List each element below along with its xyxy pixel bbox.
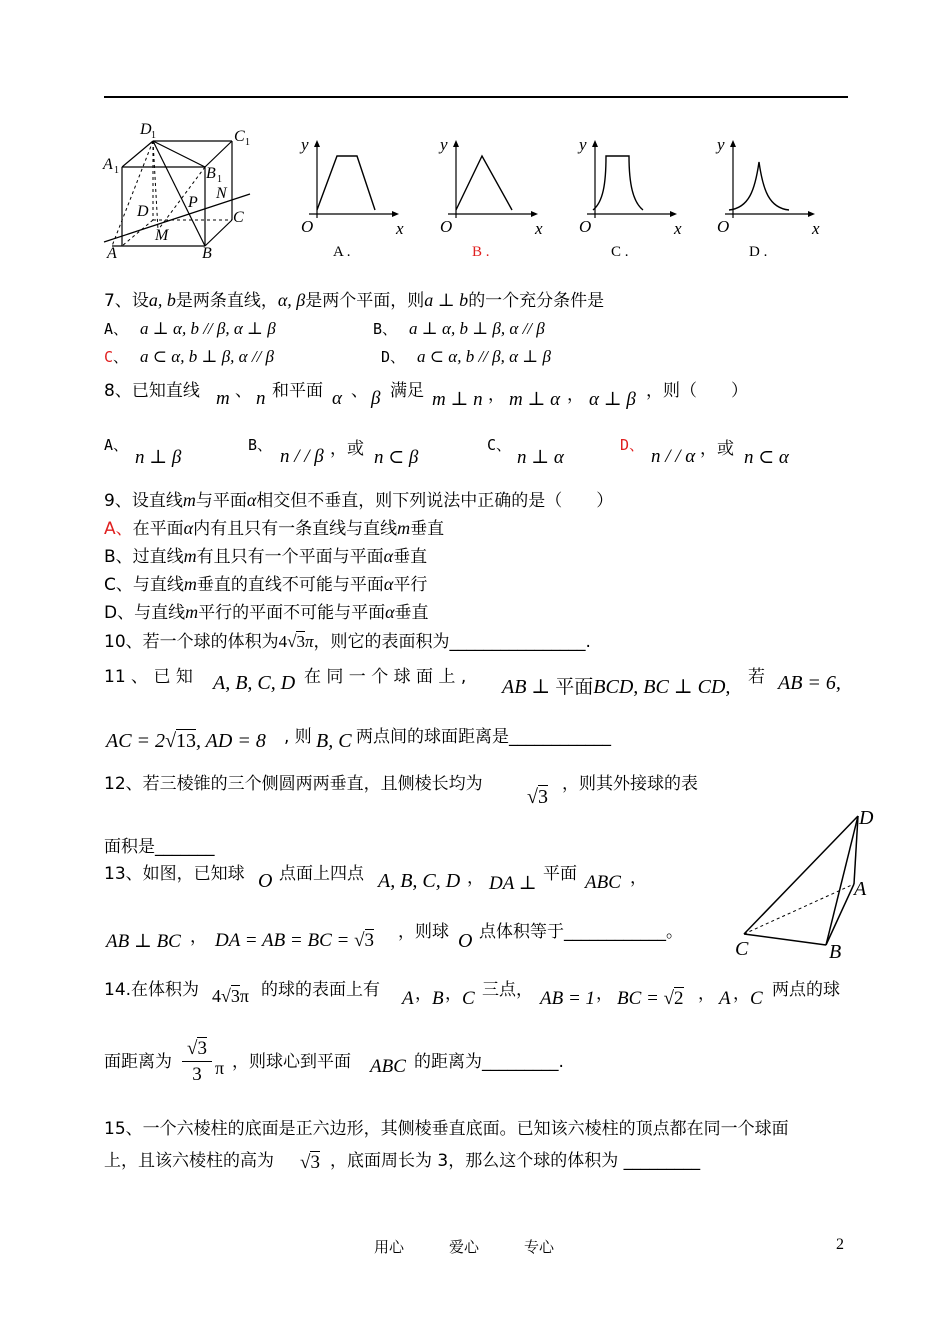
q8-comma2: ，	[567, 385, 584, 405]
graph-option-label: B .	[472, 244, 490, 260]
graph-axis-y-label: y	[579, 135, 587, 154]
tetra-label-d: D	[859, 807, 874, 829]
tetra-label-c: C	[735, 938, 749, 960]
cube-figure	[98, 112, 258, 264]
q11-points: A, B, C, D	[213, 672, 296, 694]
q14-comma5: ，	[733, 984, 750, 1004]
q8-option-d-or: ，或	[700, 439, 734, 459]
q11-line2-math: AC = 2√13, AD = 8	[106, 730, 266, 752]
q14-a2: A	[719, 988, 731, 1009]
graph-origin-label: O	[717, 217, 730, 236]
cube-label-p: P	[188, 194, 198, 211]
q14-text-5: 面距离为	[104, 1052, 172, 1072]
q13-o2: O	[458, 930, 473, 952]
cube-sub: 1	[151, 130, 156, 141]
q8-comma1: ，	[488, 385, 505, 405]
graph-origin-label: O	[440, 217, 453, 236]
q8-option-a-label: A、	[104, 436, 129, 454]
q14-pi: π	[215, 1058, 225, 1078]
q11-text-1: 11 、 已 知	[104, 667, 193, 687]
graph-axis-y-label: y	[301, 135, 309, 154]
q14-b: B	[432, 988, 444, 1009]
q8-option-b-or: ，或	[330, 439, 364, 459]
q8-sep1: 、	[235, 381, 252, 401]
cube-label-b: B	[202, 245, 212, 262]
q13-eq: DA = AB = BC = √3	[215, 930, 375, 951]
graph-option-1	[295, 132, 413, 262]
cube-label-d: D	[137, 203, 149, 220]
q15-line1: 15、一个六棱柱的底面是正六边形，其侧棱垂直底面。已知该六棱柱的顶点都在同一个球面	[104, 1119, 789, 1139]
q14-text-6: ，则球心到平面	[232, 1052, 351, 1072]
q8-cond3: α ⊥ β	[589, 389, 636, 410]
q9-option-b: B、过直线m有且只有一个平面与平面α垂直	[104, 546, 428, 567]
q11-text-then: , 则	[284, 727, 312, 747]
q13-comma2: ，	[630, 868, 647, 888]
q8-option-c: n ⊥ α	[517, 447, 564, 468]
q14-bc: BC = √2	[617, 988, 684, 1009]
q11-cond: AB ⊥ 平面BCD, BC ⊥ CD,	[502, 676, 731, 698]
q13-comma3: ，	[190, 927, 207, 947]
q8-m: m	[216, 388, 230, 409]
tetra-label-b: B	[829, 941, 842, 962]
q7-option-a: A、 a ⊥ α, b // β, α ⊥ β	[104, 319, 276, 338]
q13-ab-bc: AB ⊥ BC	[106, 931, 181, 952]
q10: 10、若一个球的体积为4√3π，则它的表面积为________________.	[104, 632, 591, 652]
cube-label-d1: D	[140, 121, 152, 138]
q14-comma3: ，	[596, 984, 613, 1004]
q9-option-d: D、与直线m平行的平面不可能与平面α垂直	[104, 602, 429, 623]
q14-text-3: 三点，	[482, 980, 533, 1000]
q14-text-4: 两点的球	[772, 980, 840, 1000]
cube-label-a1: A	[103, 156, 113, 173]
q8-option-b2: n ⊂ β	[374, 447, 419, 468]
q8-n: n	[256, 388, 266, 409]
q8-beta: β	[371, 388, 381, 409]
q8-option-c-label: C、	[487, 436, 512, 454]
q11-text-2: 在 同 一 个 球 面 上 ,	[304, 667, 467, 687]
q8-alpha: α	[332, 388, 342, 409]
q14-ab1: AB = 1	[540, 988, 596, 1009]
q8-option-a: n ⊥ β	[135, 447, 182, 468]
graph-axis-x-label: x	[535, 219, 543, 238]
graph-origin-label: O	[301, 217, 314, 236]
q8-text-satisfy: 满足	[390, 381, 424, 401]
q8-stem-text: 8、已知直线	[104, 381, 200, 401]
q13-abc: ABC	[585, 872, 621, 893]
q13-o: O	[258, 870, 273, 892]
graph-axis-y-label: y	[440, 135, 448, 154]
q14-text-1: 14.在体积为	[104, 980, 200, 1000]
q13-points: A, B, C, D	[378, 870, 461, 892]
q11-text-if: 若	[748, 667, 765, 687]
cube-label-c1: C	[234, 128, 245, 145]
q13-text-1: 13、如图，已知球	[104, 864, 245, 884]
q7-stem: 7、设a, b是两条直线，α, β是两个平面，则a ⊥ b的一个充分条件是	[104, 290, 605, 311]
q11-bc: B, C	[316, 730, 352, 752]
q13-comma1: ，	[467, 868, 484, 888]
q12-text-2: ，则其外接球的表	[562, 774, 698, 794]
q14-volume: 4√3π	[212, 986, 249, 1006]
graph-origin-label: O	[579, 217, 592, 236]
cube-label-a: A	[107, 245, 117, 262]
svg-text:1: 1	[217, 174, 222, 185]
q14-c2: C	[750, 988, 763, 1009]
q8-option-d: n / / α	[651, 446, 696, 467]
tetra-label-a: A	[854, 878, 867, 900]
graph-axis-x-label: x	[674, 219, 682, 238]
graph-option-4	[711, 132, 829, 262]
q7-option-b: B、 a ⊥ α, b ⊥ β, α // β	[373, 319, 545, 338]
q15-line3: ，底面周长为 3，那么这个球的体积为 _________	[330, 1151, 701, 1171]
q13-text-then: ，则球	[398, 922, 449, 942]
q13-text-plane: 平面	[543, 864, 577, 884]
q14-abc: ABC	[370, 1056, 406, 1077]
svg-text:1: 1	[114, 165, 119, 176]
q9-option-a: A、在平面α内有且只有一条直线与直线m垂直	[104, 518, 445, 539]
q14-fraction: √3 3	[182, 1038, 212, 1086]
q14-c: C	[462, 988, 475, 1009]
q11-text-dist: 两点间的球面距离是____________	[356, 727, 611, 747]
q12-sqrt: √3	[527, 786, 548, 808]
q8-text-then: ，则（ ）	[646, 381, 748, 401]
q8-cond1: m ⊥ n	[432, 389, 483, 410]
q15-sqrt: √3	[300, 1152, 320, 1173]
graph-axis-x-label: x	[396, 219, 404, 238]
q8-sep2: 、	[351, 381, 368, 401]
graph-option-label: D .	[749, 244, 768, 260]
q8-option-b: n / / β	[280, 446, 324, 467]
q12-text-1: 12、若三棱锥的三个侧圆两两垂直，且侧棱长均为	[104, 774, 483, 794]
cube-label-n: N	[216, 185, 227, 202]
q8-text-plane: 和平面	[272, 381, 323, 401]
q13-text-volume: 点体积等于____________。	[479, 922, 683, 942]
graph-option-3	[573, 132, 691, 262]
cube-label-m: M	[155, 227, 169, 244]
q7-option-d: D、 a ⊂ α, b // β, α ⊥ β	[381, 347, 551, 366]
tetrahedron-figure	[728, 802, 878, 962]
q14-comma1: ，	[415, 984, 432, 1004]
page-number: 2	[836, 1236, 844, 1253]
q7-answer-marker: C	[104, 348, 114, 366]
q7-option-c: C、 a ⊂ α, b ⊥ β, α // β	[104, 347, 275, 366]
q12-text-3: 面积是_______	[104, 837, 215, 857]
q13-text-2: 点面上四点	[279, 864, 364, 884]
cube-label-b1: B	[206, 165, 216, 182]
q8-option-b-label: B、	[248, 436, 273, 454]
graph-axis-y-label: y	[717, 135, 725, 154]
footer-slogan: 用心 爱心 专心	[374, 1238, 555, 1256]
q14-text-7: 的距离为_________.	[414, 1052, 564, 1072]
q14-a: A	[402, 988, 414, 1009]
svg-text:1: 1	[245, 137, 250, 148]
q8-option-d2: n ⊂ α	[744, 447, 789, 468]
graph-option-2	[434, 132, 552, 262]
q14-comma4: ，	[698, 984, 715, 1004]
q11-ab: AB = 6,	[778, 672, 841, 694]
graph-option-label: C .	[611, 244, 629, 260]
graph-option-label: A .	[333, 244, 351, 260]
q13-da: DA ⊥	[489, 873, 537, 894]
q14-text-2: 的球的表面上有	[261, 980, 380, 1000]
q8-cond2: m ⊥ α	[509, 389, 561, 410]
cube-label-c: C	[233, 209, 244, 226]
q9-stem: 9、设直线m与平面α相交但不垂直，则下列说法中正确的是（ ）	[104, 490, 614, 511]
q14-comma2: ，	[445, 984, 462, 1004]
q8-option-d-label: D、	[620, 436, 645, 454]
q15-line2: 上，且该六棱柱的高为	[104, 1151, 274, 1171]
header-rule	[104, 96, 848, 98]
q9-option-c: C、与直线m垂直的直线不可能与平面α平行	[104, 574, 428, 595]
graph-axis-x-label: x	[812, 219, 820, 238]
